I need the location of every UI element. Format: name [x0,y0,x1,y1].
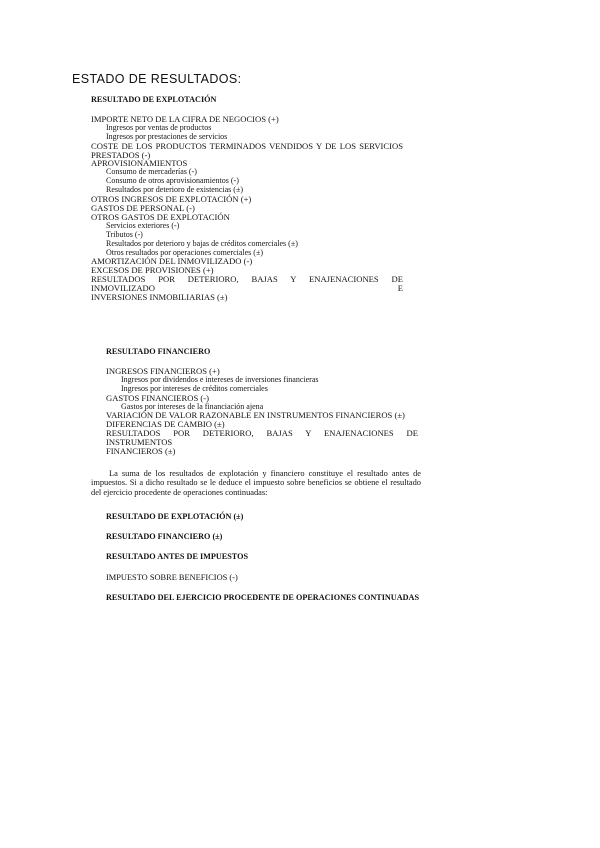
statement-line: EXCESOS DE PROVISIONES (+) [91,265,214,276]
financiero-heading: RESULTADO FINANCIERO [106,347,211,356]
statement-line: APROVISIONAMIENTOS [91,158,188,169]
statement-line: Consumo de otros aprovisionamientos (-) [106,176,239,186]
statement-line: GASTOS FINANCIEROS (-) [106,392,209,403]
statement-line: PRESTADOS (-) [91,149,151,160]
summary-impuesto: IMPUESTO SOBRE BENEFICIOS (-) [106,573,238,582]
statement-line: Ingresos por dividendos e intereses de inversiones financieras [121,374,319,384]
explotacion-lines [91,115,403,302]
statement-line: OTROS INGRESOS DE EXPLOTACIÓN (+) [91,194,252,205]
statement-line: Otros resultados por operaciones comerciales (±) [106,247,263,257]
financiero-section [106,348,418,456]
statement-line: VARIACIÓN DE VALOR RAZONABLE EN INSTRUMENTOS FINANCIEROS (±) [106,410,405,421]
statement-line: OTROS GASTOS DE EXPLOTACIÓN [91,211,230,222]
summary-antes-impuestos: RESULTADO ANTES DE IMPUESTOS [106,552,249,561]
statement-line: IMPORTE NETO DE LA CIFRA DE NEGOCIOS (+) [91,113,279,124]
statement-line: RESULTADOS POR DETERIORO, BAJAS Y ENAJENACIONES DE INMOVILIZADO E [91,274,403,294]
statement-line: Ingresos por prestaciones de servicios [106,131,228,141]
statement-line: INVERSIONES INMOBILIARIAS (±) [91,292,228,303]
statement-line: AMORTIZACIÓN DEL INMOVILIZADO (-) [91,256,253,267]
statement-line: Resultados por deterioro y bajas de créditos comerciales (±) [106,238,298,248]
explotacion-heading: RESULTADO DE EXPLOTACIÓN [91,95,217,104]
statement-line: DIFERENCIAS DE CAMBIO (±) [106,419,225,430]
summary-explotacion: RESULTADO DE EXPLOTACIÓN (±) [106,512,244,521]
statement-line: Gastos por intereses de la financiación ajena [121,401,264,411]
explanation-paragraph: La suma de los resultados de explotación y financiero constituye el resultado antes de impuestos. Si a dicho resultado se le deduce el impuesto sobre beneficios se obtiene el resultado del ejercicio procedente de operaciones continuadas: [91,469,421,497]
financiero-lines [106,367,418,456]
explotacion-section [91,96,403,302]
statement-line: COSTE DE LOS PRODUCTOS TERMINADOS VENDIDOS Y DE LOS SERVICIOS [91,140,403,151]
statement-line: Tributos (-) [106,229,143,239]
statement-line: Ingresos por ventas de productos [106,122,212,132]
summary-ejercicio: RESULTADO DEL EJERCICIO PROCEDENTE DE OPERACIONES CONTINUADAS [106,593,420,602]
statement-line: Consumo de mercaderías (-) [106,167,197,177]
page-title: ESTADO DE RESULTADOS: [72,72,242,86]
statement-line: Resultados por deterioro de existencias (±) [106,185,244,195]
statement-line: GASTOS DE PERSONAL (-) [91,202,195,213]
statement-line: Ingresos por intereses de créditos comerciales [121,383,268,393]
statement-line: Servicios exteriores (-) [106,220,180,230]
statement-line: RESULTADOS POR DETERIORO, BAJAS Y ENAJENACIONES DE INSTRUMENTOS [106,428,418,448]
statement-line: INGRESOS FINANCIEROS (+) [106,365,220,376]
summary-financiero: RESULTADO FINANCIERO (±) [106,532,223,541]
statement-line: FINANCIEROS (±) [106,446,176,457]
